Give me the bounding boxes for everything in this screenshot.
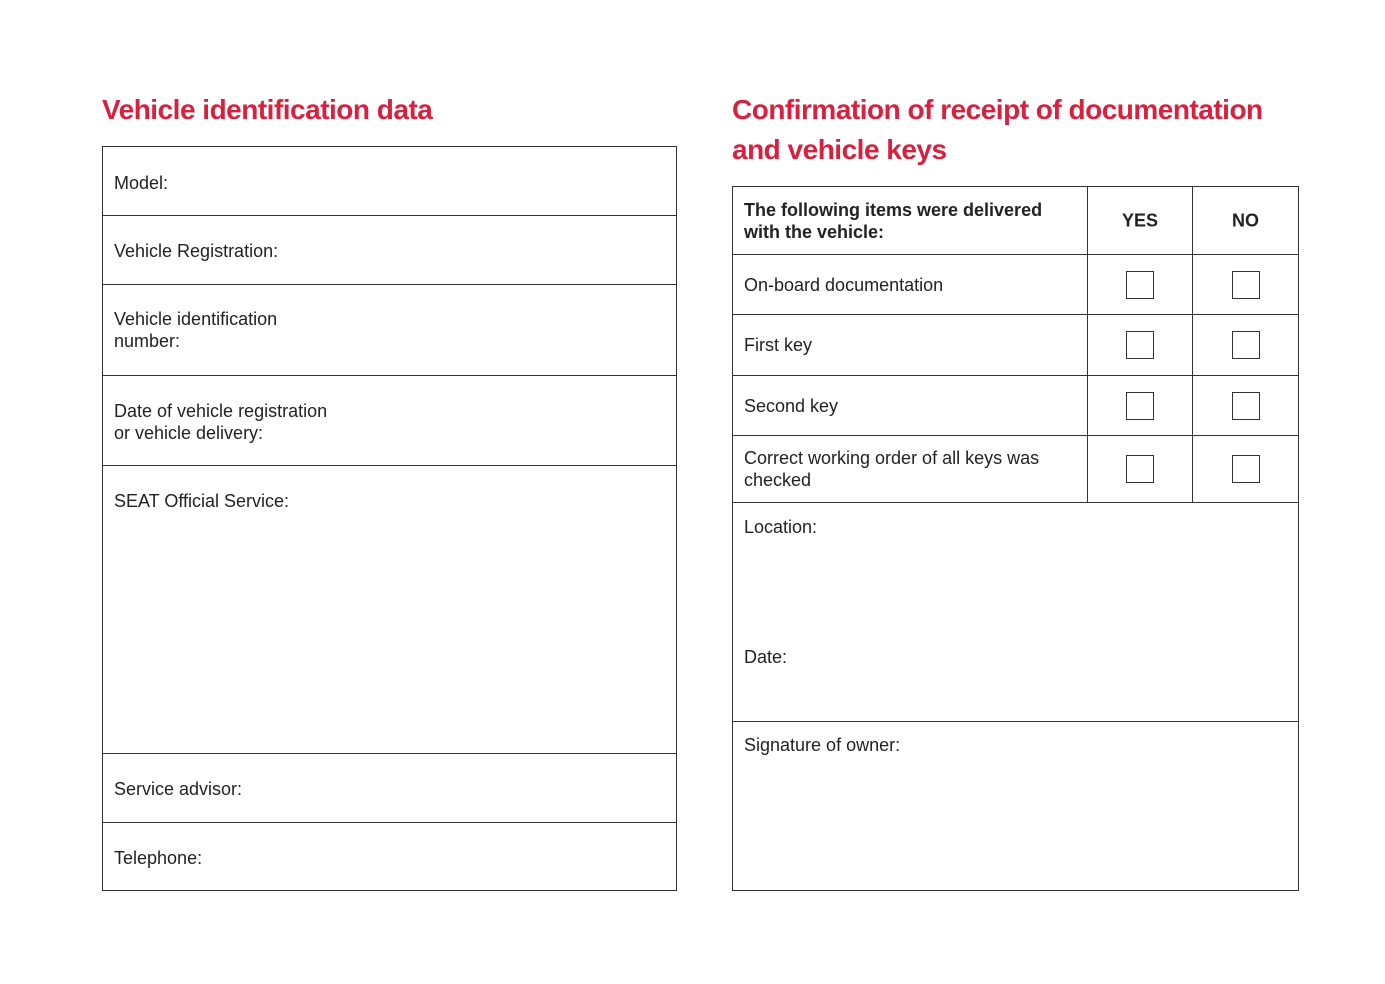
seat-official-service-label: SEAT Official Service:: [114, 491, 290, 511]
no-cell: [1193, 436, 1298, 502]
yes-checkbox[interactable]: [1126, 455, 1154, 483]
signature-area[interactable]: [733, 722, 1298, 889]
yes-cell: [1088, 436, 1193, 502]
yes-cell: [1088, 376, 1193, 435]
table-header-row: [733, 187, 1298, 255]
no-checkbox[interactable]: [1232, 392, 1260, 420]
yes-cell: [1088, 315, 1193, 375]
vehicle-identification-table: [102, 146, 677, 891]
item-label: Correct working order of all keys was checked: [744, 448, 1040, 490]
vehicle-identification-heading: Vehicle identification data: [102, 94, 433, 125]
item-cell: [733, 436, 1088, 502]
service-advisor-row[interactable]: [103, 754, 676, 823]
no-cell: [1193, 315, 1298, 375]
no-cell: [1193, 376, 1298, 435]
table-row: [733, 376, 1298, 436]
vehicle-registration-label: Vehicle Registration:: [114, 241, 279, 261]
item-cell: [733, 255, 1088, 314]
receipt-confirmation-table: [732, 186, 1299, 891]
header-item-text: The following items were delivered with the vehicle:: [744, 199, 1043, 242]
vin-row[interactable]: [103, 285, 676, 376]
item-label: Second key: [744, 395, 839, 416]
yes-cell: [1088, 255, 1193, 314]
table-row: [733, 255, 1298, 315]
vehicle-registration-row[interactable]: [103, 216, 676, 285]
table-row: [733, 315, 1298, 376]
header-yes-cell: [1088, 187, 1193, 254]
model-label: Model:: [114, 173, 169, 193]
no-cell: [1193, 255, 1298, 314]
item-cell: [733, 376, 1088, 435]
service-advisor-label: Service advisor:: [114, 779, 243, 799]
no-checkbox[interactable]: [1232, 331, 1260, 359]
header-yes-text: YES: [1121, 210, 1159, 230]
header-no-text: NO: [1232, 210, 1259, 230]
telephone-row[interactable]: [103, 823, 676, 889]
signature-label: Signature of owner:: [744, 735, 901, 755]
location-label: Location:: [744, 517, 818, 537]
item-cell: [733, 315, 1088, 375]
header-no-cell: [1193, 187, 1298, 254]
telephone-label: Telephone:: [114, 848, 203, 868]
confirmation-heading: Confirmation of receipt of documentation and vehicle keys: [732, 94, 1263, 165]
item-label: First key: [744, 335, 813, 355]
table-row: [733, 436, 1298, 503]
location-date-area[interactable]: [733, 503, 1298, 722]
no-checkbox[interactable]: [1232, 455, 1260, 483]
yes-checkbox[interactable]: [1126, 271, 1154, 299]
model-row[interactable]: [103, 147, 676, 216]
vin-label: Vehicle identification number:: [114, 309, 278, 351]
date-label: Date:: [744, 647, 788, 667]
registration-date-label: Date of vehicle registration or vehicle delivery:: [114, 401, 328, 443]
yes-checkbox[interactable]: [1126, 331, 1154, 359]
registration-date-row[interactable]: [103, 376, 676, 466]
header-item-cell: [733, 187, 1088, 254]
item-label: On-board documentation: [744, 274, 944, 295]
no-checkbox[interactable]: [1232, 271, 1260, 299]
yes-checkbox[interactable]: [1126, 392, 1154, 420]
seat-official-service-row[interactable]: [103, 466, 676, 754]
